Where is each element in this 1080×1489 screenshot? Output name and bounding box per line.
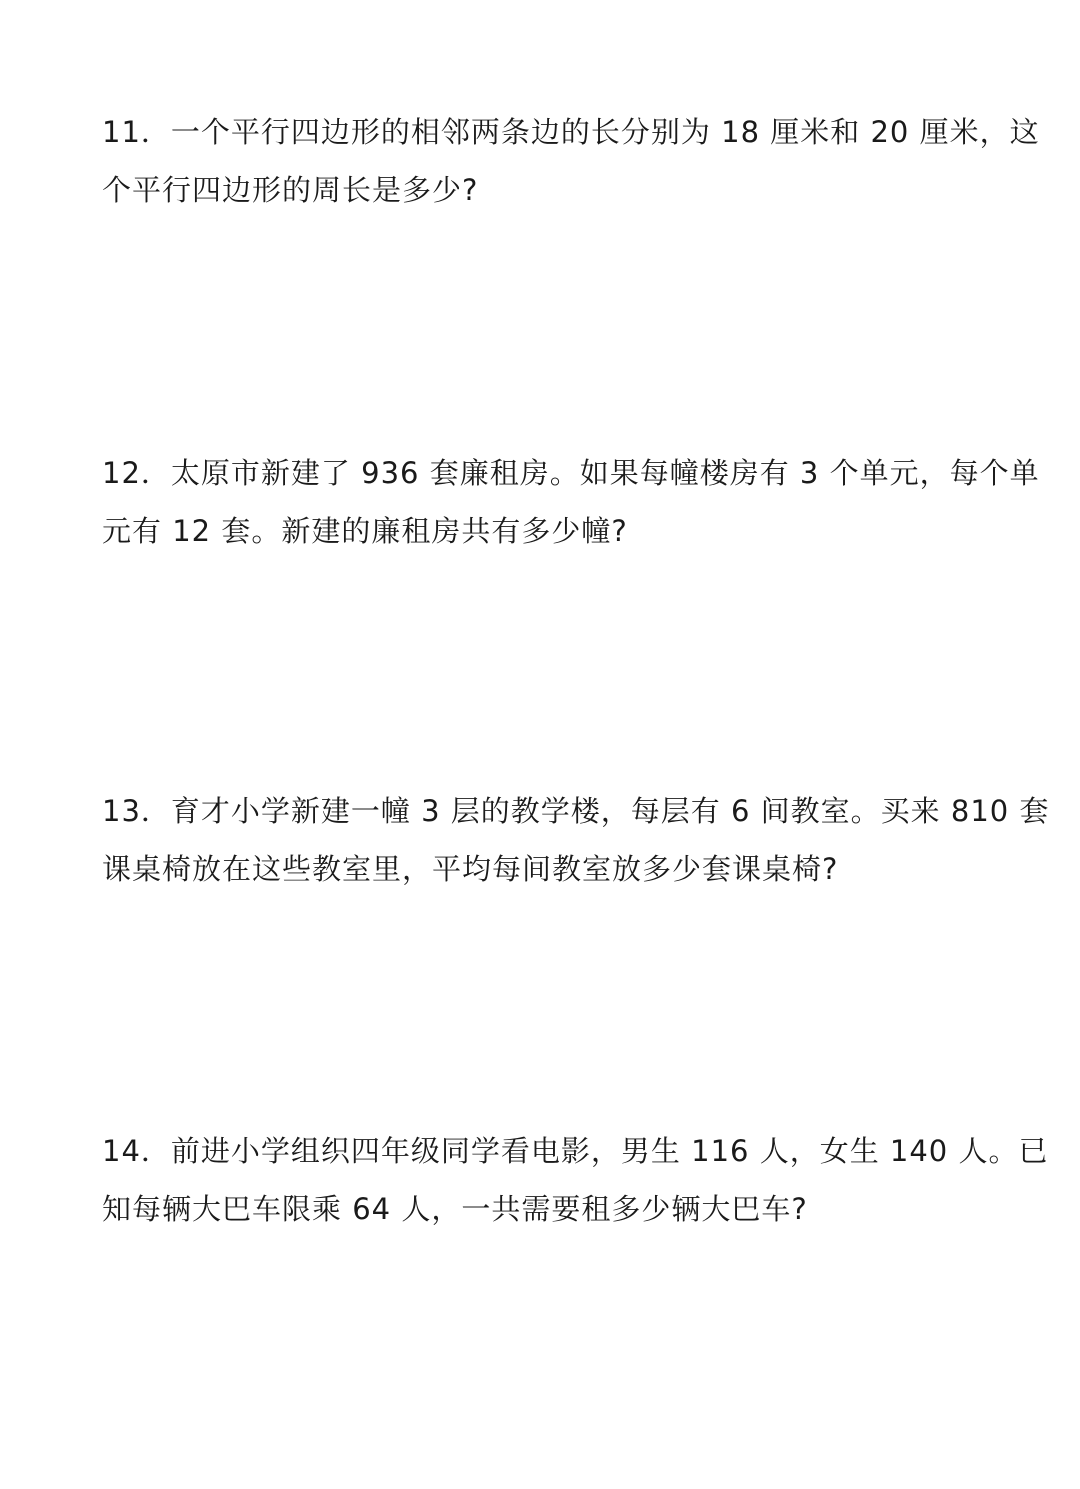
problem-13 [102, 782, 1050, 898]
problem-14-line-1: 14．前进小学组织四年级同学看电影，男生 116 人，女生 140 人。已 [102, 1134, 1049, 1168]
problem-14-line-2: 知每辆大巴车限乘 64 人，一共需要租多少辆大巴车? [102, 1192, 808, 1226]
problem-14 [102, 1122, 1049, 1238]
problem-12-line-2: 元有 12 套。新建的廉租房共有多少幢? [102, 514, 628, 548]
problem-12 [102, 444, 1040, 560]
problem-11-line-2: 个平行四边形的周长是多少? [102, 173, 479, 207]
problem-12-line-1: 12．太原市新建了 936 套廉租房。如果每幢楼房有 3 个单元，每个单 [102, 456, 1040, 490]
problem-11 [102, 103, 1040, 219]
problem-13-line-2: 课桌椅放在这些教室里，平均每间教室放多少套课桌椅? [102, 852, 839, 886]
problem-13-line-1: 13．育才小学新建一幢 3 层的教学楼，每层有 6 间教室。买来 810 套 [102, 794, 1050, 828]
problem-11-line-1: 11．一个平行四边形的相邻两条边的长分别为 18 厘米和 20 厘米，这 [102, 115, 1040, 149]
